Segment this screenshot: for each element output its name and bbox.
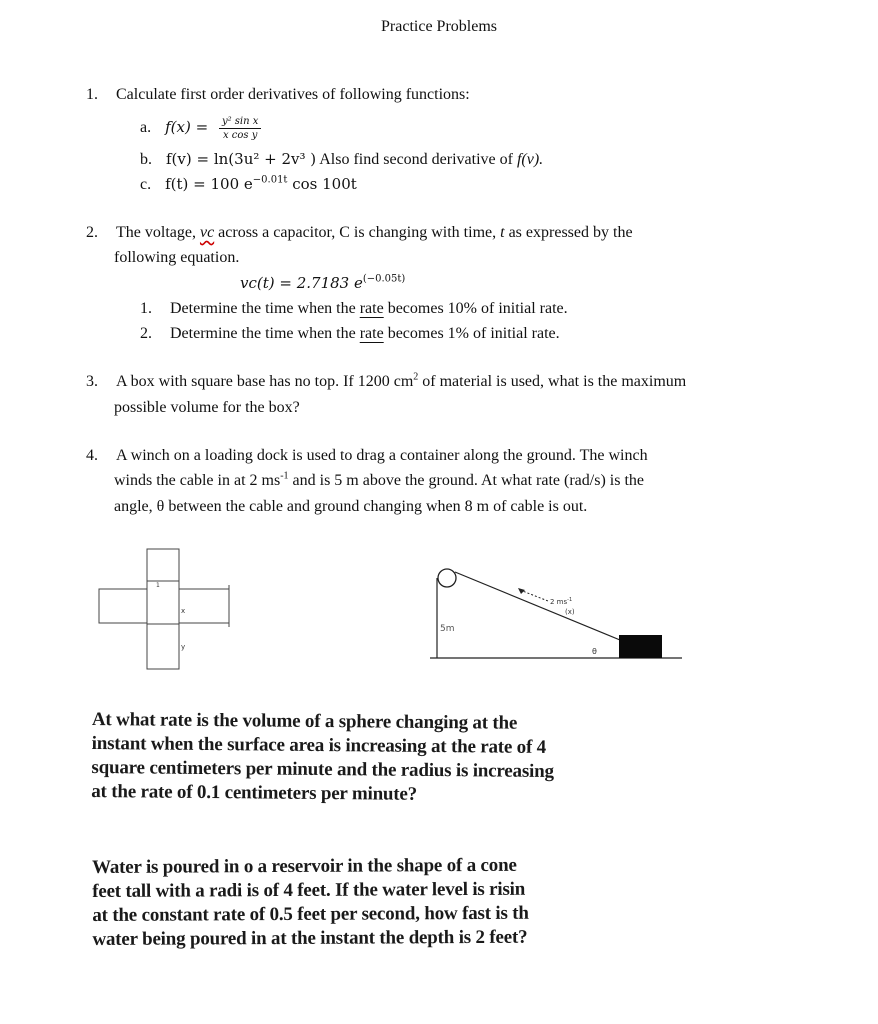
sub1-number: 1.	[140, 300, 152, 317]
question-4-line2-a: winds the cable in at 2 ms	[114, 472, 281, 489]
question-4-line2	[114, 468, 644, 494]
question-1a-lhs: f(x) =	[165, 118, 213, 136]
question-1a-fraction	[219, 115, 261, 142]
cable-line	[455, 572, 620, 640]
question-5-line: square centimeters per minute and the radius is increasing	[91, 756, 554, 783]
question-4-line3: angle, θ between the cable and ground changing when 8 m of cable is out.	[114, 498, 588, 515]
question-1c-label: c.	[140, 176, 152, 193]
winch-pulley	[438, 569, 456, 587]
question-2-equation	[240, 270, 405, 297]
question-2-line2: following equation.	[114, 249, 240, 266]
question-6-line: Water is poured in o a reservoir in the shape of a cone	[92, 854, 517, 878]
net-label-x: x	[181, 607, 186, 615]
question-3-sup: 2	[413, 371, 419, 383]
question-1a	[140, 114, 261, 142]
theta-label: θ	[592, 647, 597, 656]
net-base	[147, 581, 179, 624]
sub1-rate: rate	[359, 300, 384, 317]
question-5-line: at the rate of 0.1 centimeters per minute?	[91, 780, 418, 805]
rate-arrowhead	[518, 588, 525, 594]
question-3-number: 3.	[86, 373, 98, 390]
page-title: Practice Problems	[381, 18, 497, 35]
question-1c-rest: cos 100t	[287, 175, 357, 193]
sub1-text-b: becomes 10% of initial rate.	[383, 300, 568, 317]
rate-label-sup: -1	[567, 597, 573, 603]
equation-main: vc(t) = 2.7183 e	[240, 274, 363, 292]
question-6-line: at the constant rate of 0.5 feet per second, how fast is th	[92, 902, 529, 926]
fraction-numerator: y² sin x	[219, 115, 261, 129]
question-4-number: 4.	[86, 447, 98, 464]
question-3	[86, 369, 686, 395]
question-4-line2-b: and is 5 m above the ground. At what rate (rad/s) is the	[288, 472, 644, 489]
sub2-text-a: Determine the time when the	[170, 325, 360, 342]
net-left-flap	[99, 589, 147, 623]
sub2-number: 2.	[140, 325, 152, 342]
question-2-line1-a: The voltage,	[116, 224, 200, 241]
question-2-number: 2.	[86, 224, 98, 241]
container-box	[619, 635, 662, 658]
net-label-1: 1	[156, 582, 160, 589]
question-4-line1: A winch on a loading dock is used to drag a container along the ground. The winch	[116, 447, 648, 464]
question-4-sup: -1	[280, 470, 289, 482]
question-4	[86, 443, 648, 469]
question-1b-label: b.	[140, 151, 152, 168]
question-3-line1-a: A box with square base has no top. If 1200 cm	[116, 373, 414, 390]
question-2-sub1	[140, 296, 568, 322]
question-6-line: feet tall with a radi is of 4 feet. If the water level is risin	[92, 878, 526, 902]
question-1b	[140, 146, 543, 173]
question-3-line2: possible volume for the box?	[114, 399, 300, 416]
rate-label-value: 2 ms	[550, 598, 568, 606]
question-1-number: 1.	[86, 86, 98, 103]
question-5-line: At what rate is the volume of a sphere changing at the	[91, 708, 518, 734]
question-1	[86, 82, 470, 108]
question-1b-expr: f(v) = ln(3u² + 2v³ )	[166, 150, 317, 168]
question-2-line1-c: as expressed by the	[504, 224, 633, 241]
net-label-y: y	[181, 643, 186, 651]
sub1-text-a: Determine the time when the	[170, 300, 360, 317]
question-1c-exp: −0.01t	[252, 174, 288, 186]
question-5-line: instant when the surface area is increasing at the rate of 4	[91, 732, 547, 758]
question-3-line1-b: of material is used, what is the maximum	[418, 373, 687, 390]
fraction-denominator: x cos y	[222, 129, 258, 141]
question-1b-tail-fn: f(v).	[516, 151, 544, 168]
question-2	[86, 220, 633, 246]
rate-label	[550, 597, 572, 606]
question-1-text: Calculate first order derivatives of following functions:	[116, 86, 470, 103]
sub2-rate: rate	[359, 325, 384, 342]
question-1b-tail: Also find second derivative of	[316, 151, 517, 168]
cable-x-label: (x)	[565, 608, 575, 616]
question-1c-expr: f(t) = 100 e	[165, 175, 253, 193]
question-2-line1-b: across a capacitor, C is changing with time,	[214, 224, 501, 241]
question-2-line1-t: t	[500, 224, 505, 241]
equation-exponent: (−0.05t)	[362, 273, 406, 285]
question-2-sub2	[140, 321, 560, 347]
question-5-block	[91, 708, 554, 808]
net-bottom-flap	[147, 624, 179, 669]
winch-figure	[420, 560, 690, 670]
question-6-block	[92, 854, 529, 952]
net-right-flap	[179, 589, 229, 623]
question-1c	[140, 171, 357, 198]
box-net-figure	[92, 545, 242, 675]
rate-arrow	[520, 590, 548, 601]
question-2-vc: vc	[199, 224, 215, 241]
sub2-text-b: becomes 1% of initial rate.	[383, 325, 560, 342]
height-label: 5m	[440, 624, 455, 634]
question-1a-label: a.	[140, 119, 152, 136]
question-6-line: water being poured in at the instant the depth is 2 feet?	[92, 926, 528, 950]
net-top-flap	[147, 549, 179, 581]
